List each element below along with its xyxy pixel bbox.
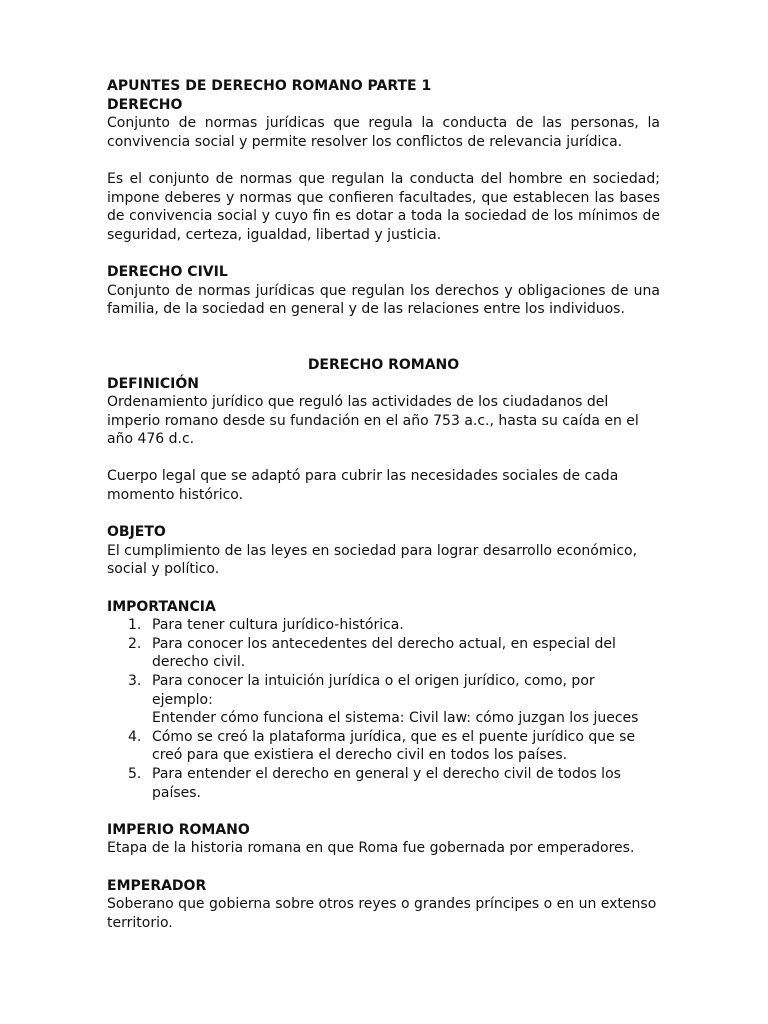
list-item-text: Para conocer los antecedentes del derecho actual, en especial del	[152, 635, 616, 652]
list-item-text: países.	[152, 784, 202, 801]
emperador-line: territorio.	[107, 914, 173, 931]
definicion-line: año 476 d.c.	[107, 431, 195, 448]
list-item-text: creó para que existiera el derecho civil en todos los países.	[152, 747, 568, 764]
document-title: APUNTES DE DERECHO ROMANO PARTE 1	[107, 78, 432, 94]
definicion-line: momento histórico.	[107, 487, 244, 504]
derecho-definition-1: Conjunto de normas jurídicas que regula la conducta de las personas, la convivencia social y permite resolver los conflictos de relevancia jurídica.	[107, 115, 660, 150]
list-item-text: Para conocer la intuición jurídica o el origen jurídico, como, por	[152, 673, 595, 689]
list-item	[107, 616, 660, 635]
list-item-number: 3.	[128, 673, 142, 689]
definicion-line: Ordenamiento jurídico que reguló las actividades de los ciudadanos del	[107, 394, 609, 411]
derecho-civil-definition: Conjunto de normas jurídicas que regulan los derechos y obligaciones de una familia, de la sociedad en general y de las relaciones entre los individuos.	[107, 282, 660, 318]
list-item-text: ejemplo:	[152, 691, 213, 708]
list-item-text: derecho civil.	[152, 654, 246, 671]
objeto-line: social y político.	[107, 561, 220, 578]
heading-objeto: OBJETO	[107, 524, 166, 541]
definicion-line: imperio romano desde su fundación en el año 753 a.c., hasta su caída en el	[107, 412, 639, 429]
list-item	[107, 635, 660, 672]
heading-importancia: IMPORTANCIA	[107, 598, 216, 615]
emperador-line: Soberano que gobierna sobre otros reyes o grandes príncipes o en un extenso	[107, 896, 657, 913]
document-page	[107, 77, 660, 932]
list-item-text: Para entender el derecho en general y el derecho civil de todos los	[152, 765, 621, 782]
heading-derecho-romano: DERECHO ROMANO	[307, 356, 460, 373]
heading-derecho: DERECHO	[107, 96, 183, 113]
list-item-text: Para tener cultura jurídico-histórica.	[152, 617, 404, 634]
list-item-text: Entender cómo funciona el sistema: Civil law: cómo juzgan los jueces	[152, 710, 639, 727]
importancia-list	[107, 616, 660, 802]
imperio-romano-definition: Etapa de la historia romana en que Roma fue gobernada por emperadores.	[107, 840, 635, 857]
heading-imperio-romano: IMPERIO ROMANO	[107, 821, 250, 838]
definicion-line: Cuerpo legal que se adaptó para cubrir las necesidades sociales de cada	[107, 468, 619, 485]
list-item-text: Cómo se creó la plataforma jurídica, que es el puente jurídico que se	[152, 728, 636, 745]
heading-derecho-civil: DERECHO CIVIL	[107, 263, 228, 280]
list-item-number: 5.	[128, 765, 142, 782]
list-item	[107, 672, 660, 728]
heading-emperador: EMPERADOR	[107, 877, 207, 894]
list-item-number: 2.	[128, 635, 142, 652]
list-item	[107, 765, 660, 802]
list-item	[107, 728, 660, 765]
list-item-number: 1.	[128, 617, 142, 634]
derecho-definition-2: Es el conjunto de normas que regulan la conducta del hombre en sociedad; impone deberes y normas que confieren facultades, que establecen las bases de convivencia social y cuyo fin es dotar a toda la sociedad de los mínimos de seguridad, certeza, igualdad, libertad y justicia.	[107, 170, 660, 243]
objeto-line: El cumplimiento de las leyes en sociedad para lograr desarrollo económico,	[107, 542, 638, 559]
list-item-number: 4.	[128, 728, 142, 745]
heading-definicion: DEFINICIÓN	[107, 375, 199, 392]
